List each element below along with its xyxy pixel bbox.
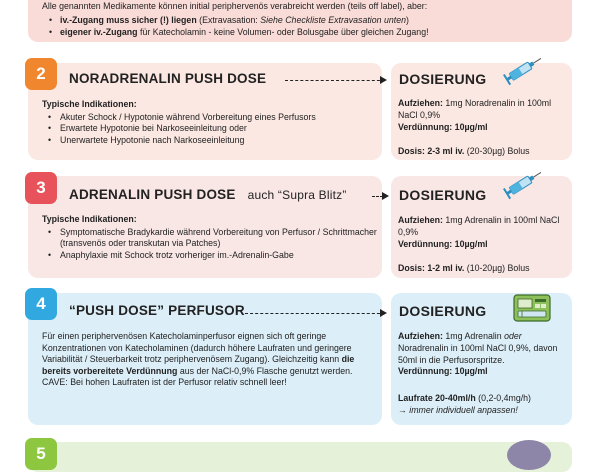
list-item: • eigener iv.-Zugang für Katecholamin - keine Volumen- oder Bolusgabe über gleichen Zugang! bbox=[42, 26, 558, 39]
dashed-arrow bbox=[245, 313, 385, 314]
dosing-title: DOSIERUNG bbox=[399, 303, 487, 319]
section-title: “PUSH DOSE” PERFUSOR bbox=[69, 303, 245, 318]
dosing-title: DOSIERUNG bbox=[399, 71, 487, 87]
syringe-icon bbox=[503, 54, 545, 84]
perfusor-pump-icon bbox=[513, 293, 551, 323]
syringe-icon bbox=[503, 168, 545, 198]
dashed-arrow bbox=[372, 196, 387, 197]
list-item: • Akuter Schock / Hypotonie während Vorbereitung eines Perfusors bbox=[42, 112, 372, 124]
dosing-text: Aufziehen: 1mg Adrenalin oder Noradrenalin in 100ml NaCl 0,9%, davon 50ml in die Perfusorspritze. Verdünnung: 10µg/ml bbox=[398, 331, 558, 377]
section-number-badge: 5 bbox=[25, 438, 57, 470]
list-item: • Anaphylaxie mit Schock trotz vorheriger im.-Adrenalin-Gabe bbox=[42, 250, 378, 262]
top-bullets bbox=[42, 14, 558, 39]
section-5-panel bbox=[28, 442, 572, 472]
indications: Typische Indikationen: • Akuter Schock / Hypotonie während Vorbereitung eines Perfusors • Erwartete Hypotonie bei Narkoseeinleitung oder • Unerwartete Hypotonie nach Narkoseeinleitung bbox=[42, 99, 372, 146]
dosing-text: Aufziehen: 1mg Noradrenalin in 100ml NaCl 0,9% Verdünnung: 10µg/ml bbox=[398, 98, 552, 132]
list-item: • Symptomatische Bradykardie während Vorbereitung von Perfusor / Schrittmacher (transvenös oder transkutan via Patches) bbox=[42, 227, 378, 250]
section-title: NORADRENALIN PUSH DOSE bbox=[69, 71, 267, 86]
perfusor-description: Für einen periphervenösen Katecholaminperfusor eignen sich oft geringe Konzentrationen von Katecholaminen (dadurch höhere Laufraten und geringere Variabilität / Steuerbarkeit trotz periphervenösem Zugang). Gleichzeitig kann die bereits vorbereitete Verdünnung aus der NaCl-0,9% Flasche genutzt werden. CAVE: Bei hohen Laufraten ist der Perfusor relativ schnell leer! bbox=[42, 331, 355, 388]
list-item: • iv.-Zugang muss sicher (!) liegen (Extravasation: Siehe Checkliste Extravasation unten) bbox=[42, 14, 558, 27]
list-item: • Erwartete Hypotonie bei Narkoseeinleitung oder bbox=[42, 123, 372, 135]
list-item: • Unerwartete Hypotonie nach Narkoseeinleitung bbox=[42, 135, 372, 147]
indications: Typische Indikationen: • Symptomatische Bradykardie während Vorbereitung von Perfusor / Schrittmacher (transvenös oder transkutan via Patches) • Anaphylaxie mit Schock trotz vorheriger im.-Adrenalin-Gabe bbox=[42, 214, 378, 261]
dosing-text: Aufziehen: 1mg Adrenalin in 100ml NaCl 0,9% Verdünnung: 10µg/ml bbox=[398, 215, 560, 249]
section-number-badge: 3 bbox=[25, 172, 57, 204]
section-number-badge: 2 bbox=[25, 58, 57, 90]
section-1-panel bbox=[28, 0, 572, 42]
dosing-dose: Dosis: 1-2 ml iv. (10-20µg) Bolus bbox=[398, 263, 530, 273]
section-title: ADRENALIN PUSH DOSE auch “Supra Blitz” bbox=[69, 187, 347, 202]
dosing-rate: Laufrate 20-40ml/h (0,2-0,4mg/h) → immer individuell anpassen! bbox=[398, 393, 531, 415]
section-5-icon bbox=[507, 440, 551, 470]
dosing-dose: Dosis: 2-3 ml iv. (20-30µg) Bolus bbox=[398, 146, 530, 156]
section-number-badge: 4 bbox=[25, 288, 57, 320]
dosing-title: DOSIERUNG bbox=[399, 187, 487, 203]
top-intro: Alle genannten Medikamente können initial periphervenös verabreicht werden (teils off label), aber: bbox=[42, 1, 428, 11]
dashed-arrow bbox=[285, 80, 385, 81]
